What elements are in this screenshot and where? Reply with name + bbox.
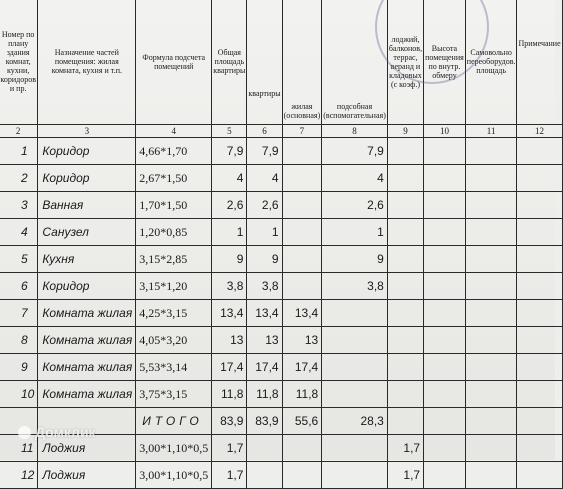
total-area: 13,4	[212, 300, 247, 327]
aux-area	[322, 300, 388, 327]
empty-cell	[465, 273, 517, 300]
empty-cell	[517, 435, 562, 462]
header-height: Высота помещения по внутр. обмеру	[424, 0, 466, 125]
empty-cell	[517, 273, 562, 300]
empty-cell	[517, 165, 562, 192]
empty-cell	[424, 219, 466, 246]
area-formula: 1,20*0,85	[136, 219, 212, 246]
total-area: 7,9	[212, 138, 247, 165]
total-area: 9	[212, 246, 247, 273]
area-formula: 5,53*3,14	[136, 354, 212, 381]
empty-cell	[465, 381, 517, 408]
watermark	[18, 424, 96, 440]
header-living-label: жилая (основная)	[283, 102, 321, 120]
empty-cell	[322, 435, 388, 462]
room-number: 2	[0, 165, 38, 192]
flat-area: 4	[247, 165, 282, 192]
table-row	[0, 327, 562, 354]
empty-cell	[517, 219, 562, 246]
living-area	[282, 273, 322, 300]
room-number: 11	[0, 435, 38, 462]
aux-area-sum: 28,3	[322, 408, 388, 435]
header-aux-label: подсобная (вспомогательная)	[323, 102, 386, 120]
loggia-area	[387, 300, 423, 327]
column-number-row	[0, 125, 562, 138]
room-number: 6	[0, 273, 38, 300]
area-formula: 2,67*1,50	[136, 165, 212, 192]
empty-cell	[424, 165, 466, 192]
empty-cell	[247, 435, 282, 462]
table-row	[0, 219, 562, 246]
aux-area: 4	[322, 165, 388, 192]
loggia-area	[387, 192, 423, 219]
header-total-area: Общая площадь квартиры	[212, 0, 247, 125]
aux-area	[322, 381, 388, 408]
column-number: 8	[322, 125, 388, 138]
table-row	[0, 354, 562, 381]
room-name: Коридор	[38, 273, 136, 300]
aux-area	[322, 327, 388, 354]
table-row	[0, 165, 562, 192]
area-formula: 3,15*1,20	[136, 273, 212, 300]
total-area: 2,6	[212, 192, 247, 219]
empty-cell	[424, 246, 466, 273]
total-area: 1,7	[212, 462, 247, 489]
total-area-sum: 83,9	[212, 408, 247, 435]
empty-cell	[517, 246, 562, 273]
empty-cell	[424, 192, 466, 219]
flat-area: 9	[247, 246, 282, 273]
header-note: Примечание	[517, 0, 562, 125]
empty-cell	[424, 273, 466, 300]
room-name: Коридор	[38, 138, 136, 165]
empty-cell	[424, 138, 466, 165]
aux-area: 1	[322, 219, 388, 246]
living-area: 13	[282, 327, 322, 354]
empty-cell	[424, 381, 466, 408]
total-area: 4	[212, 165, 247, 192]
header-room-number: Номер по плану здания комнат, кухни, коридоров и пр.	[0, 0, 38, 125]
empty-cell	[282, 462, 322, 489]
empty-cell	[517, 138, 562, 165]
header-flat-label: квартиры	[248, 89, 281, 98]
flat-area: 11,8	[247, 381, 282, 408]
room-name: Комната жилая	[38, 381, 136, 408]
column-number: 7	[282, 125, 322, 138]
room-name: Кухня	[38, 246, 136, 273]
room-number: 9	[0, 354, 38, 381]
empty-cell	[247, 462, 282, 489]
aux-area: 9	[322, 246, 388, 273]
flat-area: 2,6	[247, 192, 282, 219]
room-rows	[0, 138, 562, 408]
flat-area: 17,4	[247, 354, 282, 381]
flat-area-sum: 83,9	[247, 408, 282, 435]
empty-cell	[424, 354, 466, 381]
room-name: Комната жилая	[38, 327, 136, 354]
room-number: 10	[0, 381, 38, 408]
column-number: 11	[465, 125, 517, 138]
living-area: 13,4	[282, 300, 322, 327]
loggia-area: 1,7	[387, 435, 423, 462]
empty-cell	[424, 327, 466, 354]
aux-area: 3,8	[322, 273, 388, 300]
room-number: 1	[0, 138, 38, 165]
table-row	[0, 300, 562, 327]
empty-cell	[424, 462, 466, 489]
total-area: 17,4	[212, 354, 247, 381]
aux-area: 7,9	[322, 138, 388, 165]
aux-area	[322, 354, 388, 381]
header-formula: Формула подсчета помещений	[136, 0, 212, 125]
area-formula: 3,15*2,85	[136, 246, 212, 273]
watermark-text: Домклик	[35, 424, 96, 440]
header-loggia-area: лоджий, балконов, террас, веранд и кладовых (с коэф.)	[387, 0, 423, 125]
room-number: 4	[0, 219, 38, 246]
total-area: 1,7	[212, 435, 247, 462]
empty-cell	[282, 435, 322, 462]
living-area	[282, 246, 322, 273]
empty-cell	[517, 462, 562, 489]
header-purpose: Назначение частей помещения: жилая комната, кухня и т.п.	[38, 0, 136, 125]
living-area	[282, 165, 322, 192]
flat-area: 1	[247, 219, 282, 246]
living-area: 17,4	[282, 354, 322, 381]
header-living-area	[282, 0, 322, 125]
column-number: 3	[38, 125, 136, 138]
empty-cell	[465, 138, 517, 165]
loggia-area	[387, 219, 423, 246]
loggia-area	[387, 138, 423, 165]
flat-area: 13,4	[247, 300, 282, 327]
room-name: Санузел	[38, 219, 136, 246]
header-unauthorized-area: Самовольно переоборудов. площадь	[465, 0, 517, 125]
room-number: 5	[0, 246, 38, 273]
domclick-logo-icon	[18, 426, 31, 439]
living-area-sum: 55,6	[282, 408, 322, 435]
empty-cell	[517, 300, 562, 327]
loggia-area	[387, 273, 423, 300]
column-number: 12	[517, 125, 562, 138]
flat-area: 3,8	[247, 273, 282, 300]
empty-cell	[465, 165, 517, 192]
room-name: Комната жилая	[38, 354, 136, 381]
header-flat-area	[247, 0, 282, 125]
total-area: 13	[212, 327, 247, 354]
table-row	[0, 273, 562, 300]
empty-cell	[465, 300, 517, 327]
area-formula: 1,70*1,50	[136, 192, 212, 219]
column-number: 6	[247, 125, 282, 138]
column-number: 5	[212, 125, 247, 138]
area-formula: 4,66*1,70	[136, 138, 212, 165]
column-number: 10	[424, 125, 466, 138]
living-area	[282, 192, 322, 219]
room-name: Коридор	[38, 165, 136, 192]
empty-cell	[424, 435, 466, 462]
room-name: Комната жилая	[38, 300, 136, 327]
loggia-area	[387, 354, 423, 381]
aux-area: 2,6	[322, 192, 388, 219]
empty-cell	[517, 192, 562, 219]
empty-cell	[465, 435, 517, 462]
empty-cell	[465, 192, 517, 219]
empty-cell	[517, 354, 562, 381]
empty-cell	[465, 354, 517, 381]
empty-cell	[322, 462, 388, 489]
empty-cell	[424, 300, 466, 327]
column-number: 9	[387, 125, 423, 138]
room-number: 3	[0, 192, 38, 219]
table-row	[0, 462, 562, 489]
empty-cell	[517, 381, 562, 408]
loggia-area	[387, 327, 423, 354]
table-row	[0, 246, 562, 273]
living-area: 11,8	[282, 381, 322, 408]
empty-cell	[517, 327, 562, 354]
header-aux-area	[322, 0, 388, 125]
empty-cell	[465, 462, 517, 489]
loggia-area	[387, 165, 423, 192]
room-name: Лоджия	[38, 462, 136, 489]
total-area: 11,8	[212, 381, 247, 408]
column-number: 2	[0, 125, 38, 138]
loggia-rows	[0, 435, 562, 489]
area-formula: 3,00*1,10*0,5	[136, 462, 212, 489]
loggia-area	[387, 381, 423, 408]
loggia-area: 1,7	[387, 462, 423, 489]
table-header-row	[0, 0, 562, 125]
empty-cell	[465, 327, 517, 354]
area-formula: 3,75*3,15	[136, 381, 212, 408]
total-label: ИТОГО	[136, 408, 212, 435]
loggia-area	[387, 246, 423, 273]
area-formula: 4,05*3,20	[136, 327, 212, 354]
area-formula: 3,00*1,10*0,5	[136, 435, 212, 462]
column-number: 4	[136, 125, 212, 138]
living-area	[282, 219, 322, 246]
table-row	[0, 138, 562, 165]
table-row	[0, 192, 562, 219]
room-name: Лоджия	[38, 435, 136, 462]
empty-cell	[465, 246, 517, 273]
room-number: 8	[0, 327, 38, 354]
flat-area: 7,9	[247, 138, 282, 165]
flat-area: 13	[247, 327, 282, 354]
room-number: 12	[0, 462, 38, 489]
living-area	[282, 138, 322, 165]
total-area: 3,8	[212, 273, 247, 300]
room-name: Ванная	[38, 192, 136, 219]
room-number: 7	[0, 300, 38, 327]
total-area: 1	[212, 219, 247, 246]
empty-cell	[465, 219, 517, 246]
table-row	[0, 381, 562, 408]
area-formula: 4,25*3,15	[136, 300, 212, 327]
